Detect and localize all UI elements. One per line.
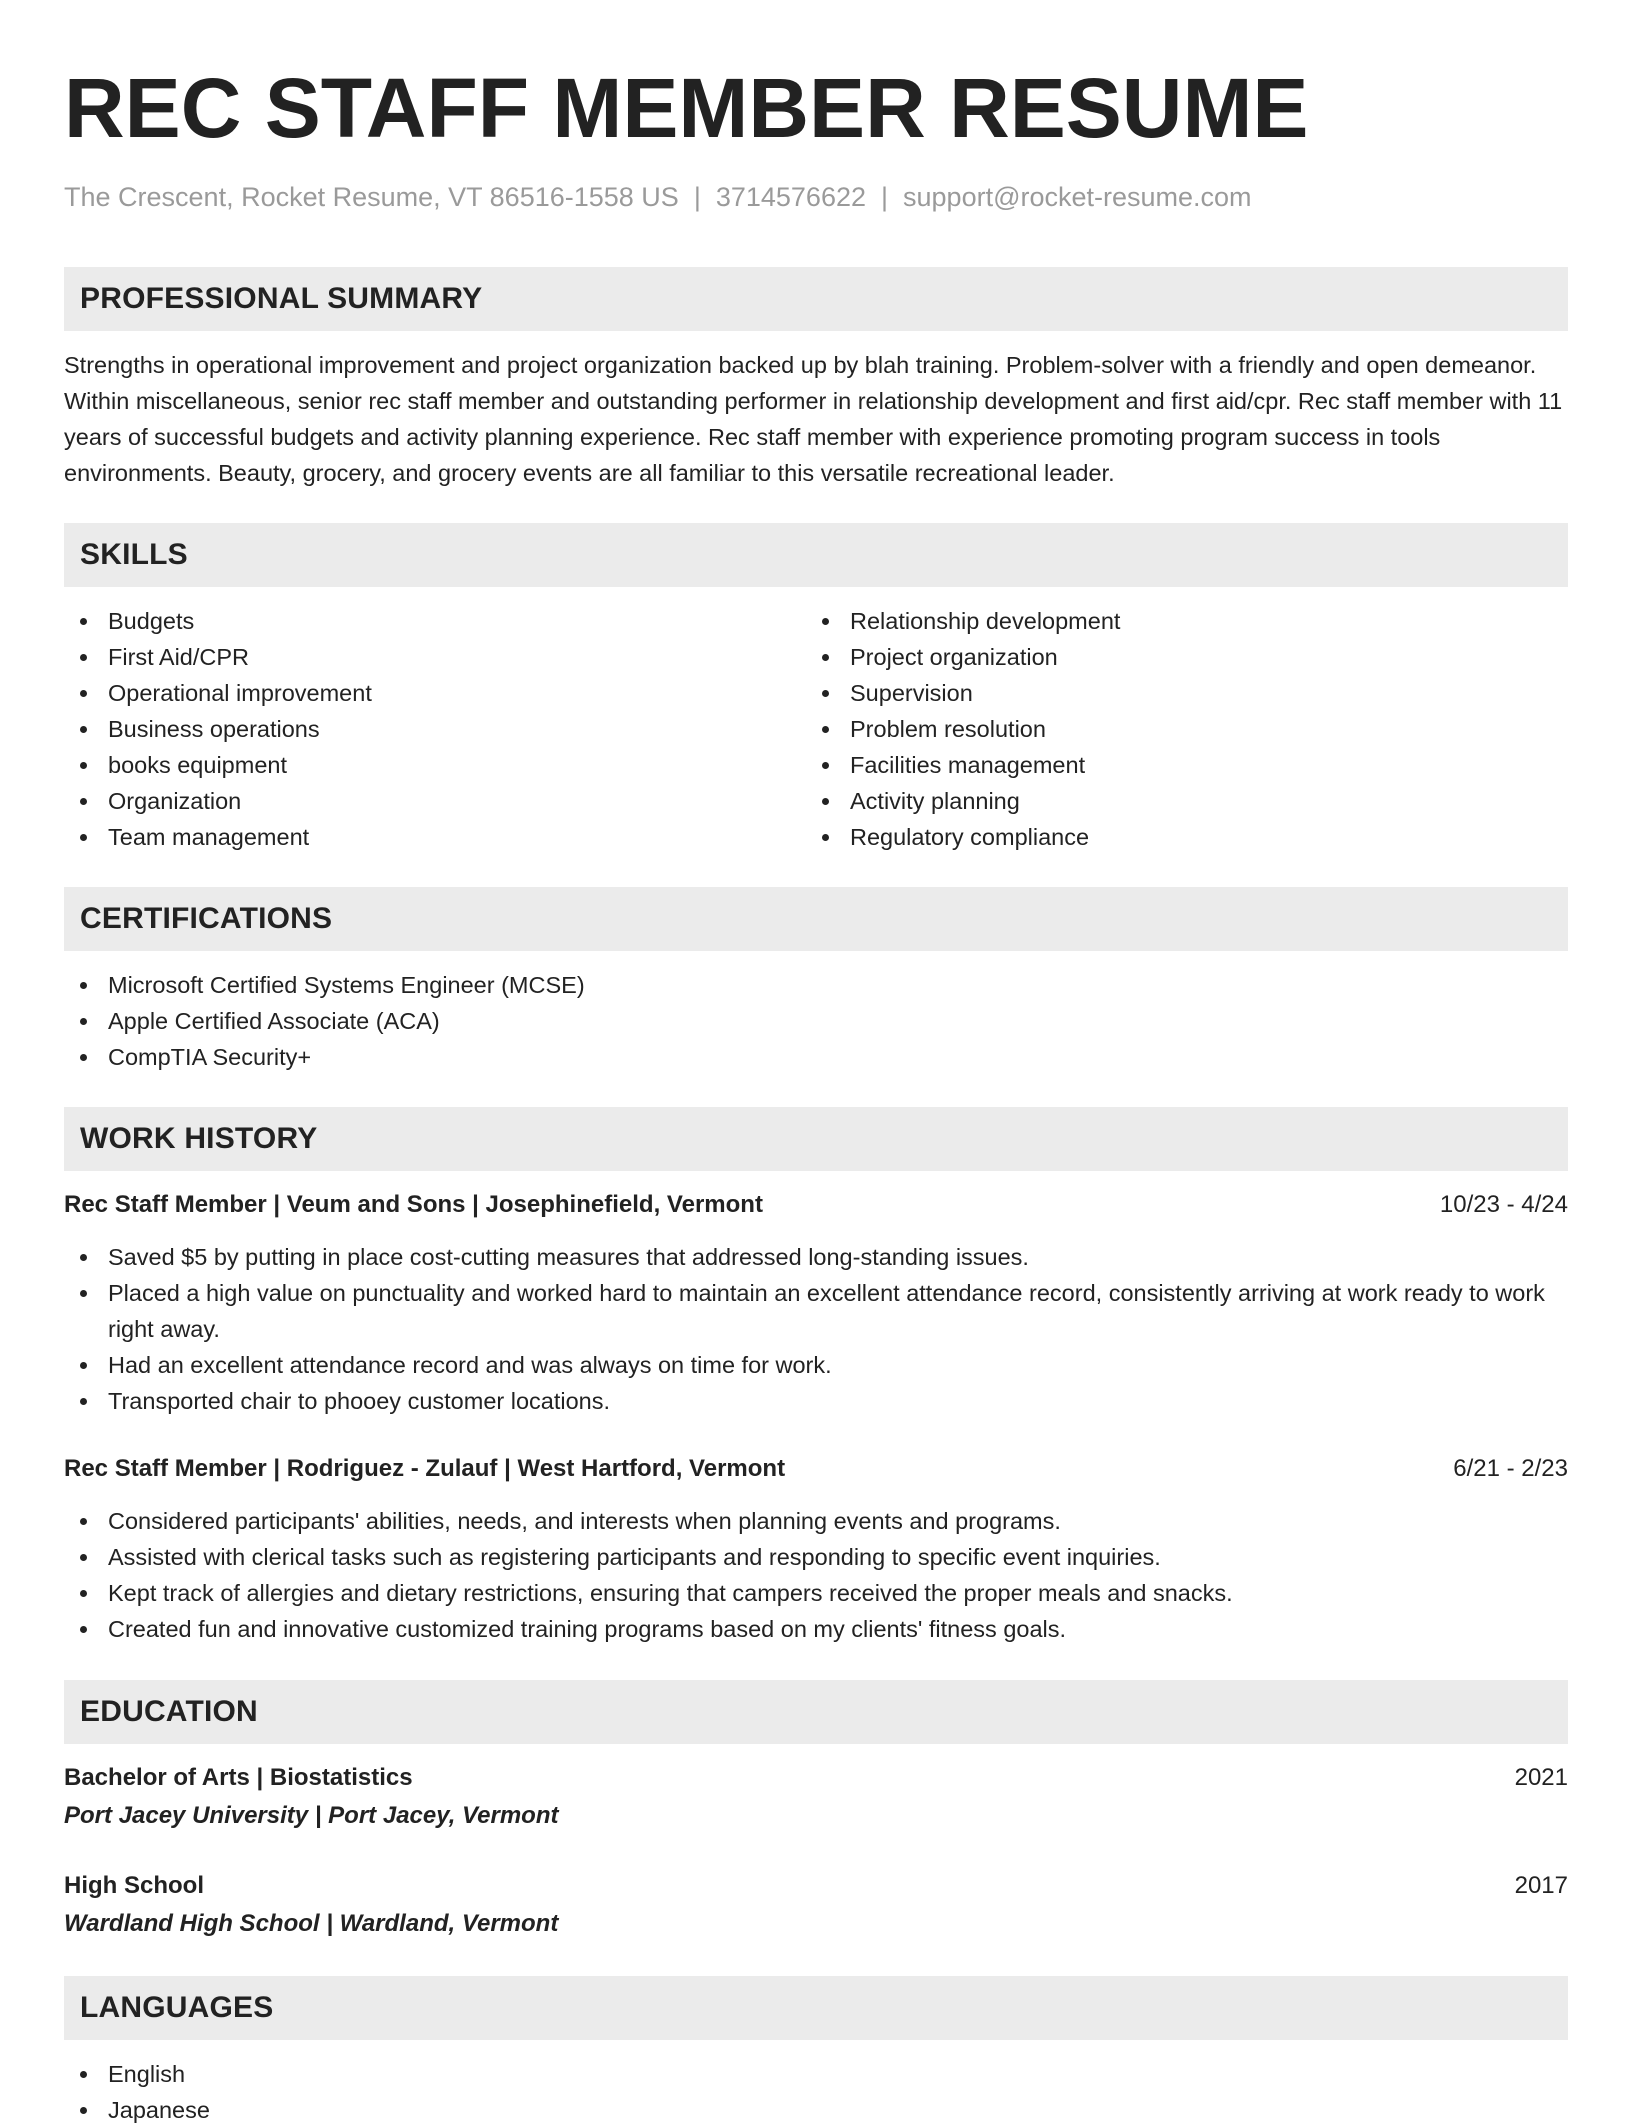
skill-item: Operational improvement: [64, 675, 806, 711]
certifications-list: [64, 967, 1568, 1075]
skill-item: Activity planning: [806, 783, 1548, 819]
skills-list: [64, 603, 1568, 855]
job-bullet: Placed a high value on punctuality and worked hard to maintain an excellent attendance record, consistently arriving at work ready to work right away.: [64, 1275, 1568, 1347]
education-year: 2021: [1514, 1764, 1568, 1791]
skill-item: Budgets: [64, 603, 806, 639]
education-school: Wardland High School | Wardland, Vermont: [64, 1910, 559, 1937]
certifications-heading: CERTIFICATIONS: [64, 887, 1568, 951]
skill-item: Project organization: [806, 639, 1548, 675]
skills-column-left: [64, 603, 806, 855]
skills-column-right: [806, 603, 1548, 855]
job-bullets: [64, 1503, 1568, 1647]
job-bullet: Kept track of allergies and dietary restrictions, ensuring that campers received the proper meals and snacks.: [64, 1575, 1568, 1611]
job-header: [64, 1187, 1568, 1223]
language-item: Japanese: [64, 2092, 1568, 2128]
job-title: Rec Staff Member | Rodriguez - Zulauf | West Hartford, Vermont: [64, 1455, 786, 1482]
summary-text: Strengths in operational improvement and project organization backed up by blah training. Problem-solver with a friendly and open demeanor. Within miscellaneous, senior rec staff member and outstanding performer in relationship development and first aid/cpr. Rec staff member with 11 years of successful budgets and activity planning experience. Rec staff member with experience promoting program success in tools environments. Beauty, grocery, and grocery events are all familiar to this versatile recreational leader.: [64, 352, 1563, 486]
job-bullets: [64, 1239, 1568, 1419]
education-entry: [64, 1868, 1568, 1942]
job-bullet: Transported chair to phooey customer locations.: [64, 1383, 1568, 1419]
skill-item: Relationship development: [806, 603, 1548, 639]
skill-item: books equipment: [64, 747, 806, 783]
skill-item: Regulatory compliance: [806, 819, 1548, 855]
job-entry: [64, 1451, 1568, 1647]
education-school: Port Jacey University | Port Jacey, Vermont: [64, 1802, 559, 1829]
skill-item: Organization: [64, 783, 806, 819]
contact-separator: |: [881, 182, 889, 212]
job-header: [64, 1451, 1568, 1487]
skill-item: Problem resolution: [806, 711, 1548, 747]
education-header: [64, 1868, 1568, 1904]
certification-item: Microsoft Certified Systems Engineer (MCSE): [64, 967, 1568, 1003]
education-degree: High School: [64, 1872, 204, 1899]
education-header: [64, 1760, 1568, 1796]
skill-item: First Aid/CPR: [64, 639, 806, 675]
certification-item: Apple Certified Associate (ACA): [64, 1003, 1568, 1039]
job-bullet: Had an excellent attendance record and was always on time for work.: [64, 1347, 1568, 1383]
contact-phone: 3714576622: [715, 182, 866, 212]
job-entry: [64, 1187, 1568, 1419]
job-bullet: Created fun and innovative customized training programs based on my clients' fitness goals.: [64, 1611, 1568, 1647]
education-degree: Bachelor of Arts | Biostatistics: [64, 1764, 413, 1791]
skill-item: Business operations: [64, 711, 806, 747]
job-dates: 6/21 - 2/23: [1453, 1455, 1568, 1482]
skill-item: Team management: [64, 819, 806, 855]
job-dates: 10/23 - 4/24: [1439, 1191, 1568, 1218]
work-history-heading: WORK HISTORY: [64, 1107, 1568, 1171]
certification-item: CompTIA Security+: [64, 1039, 1568, 1075]
summary-heading: PROFESSIONAL SUMMARY: [64, 267, 1568, 331]
contact-email: support@rocket-resume.com: [903, 182, 1252, 212]
skill-item: Supervision: [806, 675, 1548, 711]
job-title: Rec Staff Member | Veum and Sons | Josephinefield, Vermont: [64, 1191, 763, 1218]
contact-separator: |: [693, 182, 701, 212]
education-heading: EDUCATION: [64, 1680, 1568, 1744]
job-bullet: Considered participants' abilities, needs, and interests when planning events and programs.: [64, 1503, 1568, 1539]
language-item: English: [64, 2056, 1568, 2092]
languages-heading: LANGUAGES: [64, 1976, 1568, 2040]
education-year: 2017: [1514, 1872, 1568, 1899]
education-entry: [64, 1760, 1568, 1834]
skills-heading: SKILLS: [64, 523, 1568, 587]
skill-item: Facilities management: [806, 747, 1548, 783]
resume-title: REC STAFF MEMBER RESUME: [64, 61, 1309, 155]
contact-line: [64, 180, 1568, 214]
languages-list: [64, 2056, 1568, 2128]
job-bullet: Saved $5 by putting in place cost-cutting measures that addressed long-standing issues.: [64, 1239, 1568, 1275]
contact-address: The Crescent, Rocket Resume, VT 86516-1558 US: [64, 182, 679, 212]
resume-page: [64, 0, 1568, 2128]
job-bullet: Assisted with clerical tasks such as registering participants and responding to specific event inquiries.: [64, 1539, 1568, 1575]
